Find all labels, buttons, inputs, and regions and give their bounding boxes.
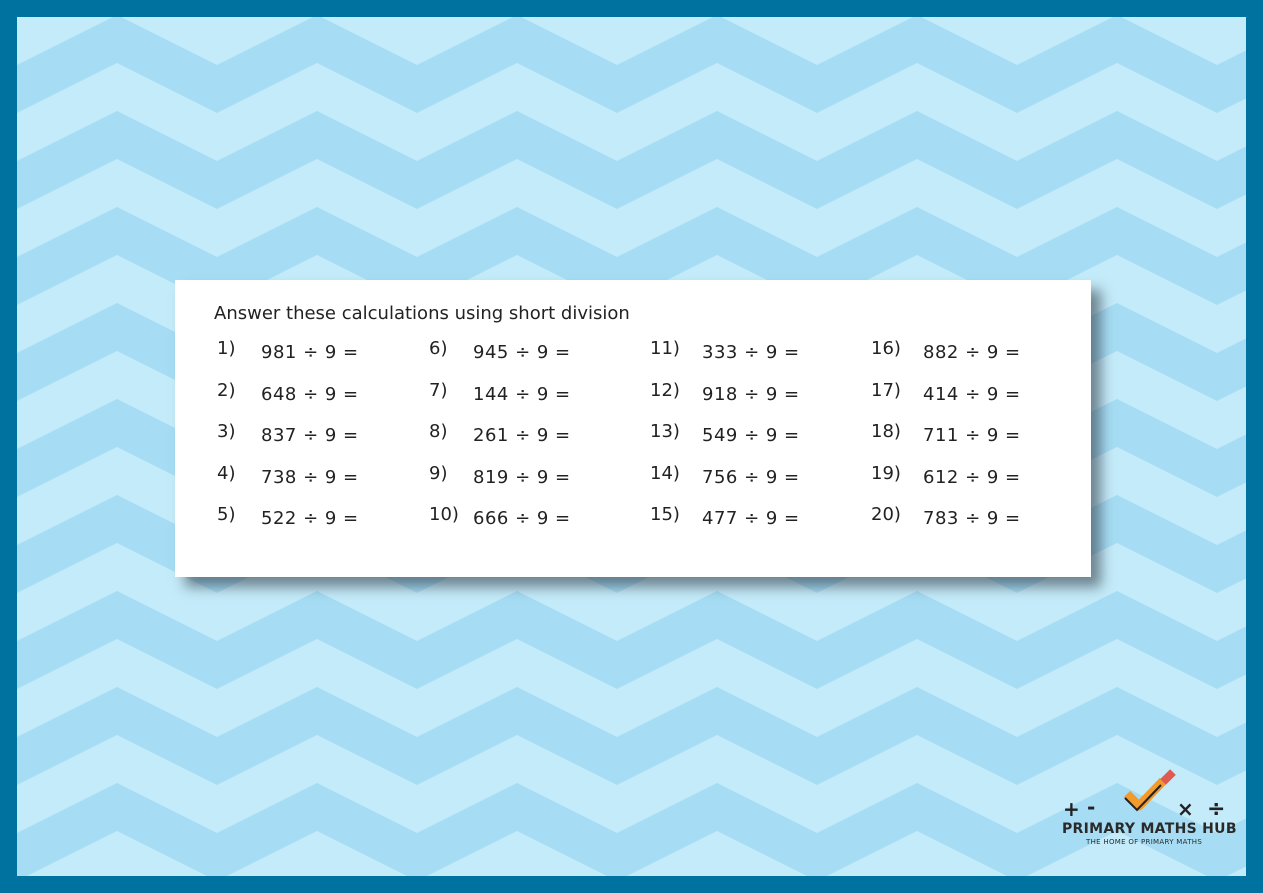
question-expression: 144 ÷ 9 = (473, 384, 571, 405)
question-expression: 837 ÷ 9 = (261, 425, 359, 446)
question-expression: 756 ÷ 9 = (702, 467, 800, 488)
question-number: 17) (871, 380, 901, 401)
question-number: 8) (429, 421, 448, 442)
question-item (650, 463, 800, 488)
question-number: 18) (871, 421, 901, 442)
question-item (217, 421, 359, 446)
question-expression: 945 ÷ 9 = (473, 342, 571, 363)
question-number: 10) (429, 504, 459, 525)
question-item (429, 463, 571, 488)
question-item (217, 463, 359, 488)
question-expression: 549 ÷ 9 = (702, 425, 800, 446)
question-number: 19) (871, 463, 901, 484)
question-number: 12) (650, 380, 680, 401)
background-frame (17, 17, 1246, 876)
question-item (650, 504, 800, 529)
divide-icon: ÷ (1207, 797, 1226, 821)
checkmark-pencil-icon (1125, 769, 1176, 810)
question-item (650, 421, 800, 446)
question-item (650, 380, 800, 405)
question-expression: 882 ÷ 9 = (923, 342, 1021, 363)
question-number: 7) (429, 380, 448, 401)
question-item (217, 338, 359, 363)
question-expression: 918 ÷ 9 = (702, 384, 800, 405)
question-item (871, 421, 1021, 446)
question-number: 5) (217, 504, 236, 525)
question-item (871, 380, 1021, 405)
question-expression: 522 ÷ 9 = (261, 508, 359, 529)
question-number: 14) (650, 463, 680, 484)
question-expression: 414 ÷ 9 = (923, 384, 1021, 405)
question-number: 13) (650, 421, 680, 442)
logo-tagline: THE HOME OF PRIMARY MATHS (1086, 838, 1203, 846)
question-expression: 333 ÷ 9 = (702, 342, 800, 363)
question-expression: 666 ÷ 9 = (473, 508, 571, 529)
minus-icon: - (1087, 795, 1096, 819)
question-expression: 261 ÷ 9 = (473, 425, 571, 446)
question-item (871, 338, 1021, 363)
logo-symbols (1057, 769, 1237, 821)
question-item (871, 504, 1021, 529)
worksheet-card (175, 280, 1091, 577)
question-expression: 648 ÷ 9 = (261, 384, 359, 405)
plus-icon: + (1063, 797, 1080, 821)
question-number: 6) (429, 338, 448, 359)
question-number: 20) (871, 504, 901, 525)
question-expression: 981 ÷ 9 = (261, 342, 359, 363)
question-number: 11) (650, 338, 680, 359)
question-item (217, 504, 359, 529)
question-item (429, 421, 571, 446)
question-number: 15) (650, 504, 680, 525)
question-number: 4) (217, 463, 236, 484)
question-item (429, 504, 571, 529)
multiply-icon: × (1177, 797, 1194, 821)
question-expression: 738 ÷ 9 = (261, 467, 359, 488)
question-item (217, 380, 359, 405)
question-number: 3) (217, 421, 236, 442)
worksheet-heading: Answer these calculations using short division (214, 303, 630, 324)
question-item (871, 463, 1021, 488)
question-item (429, 380, 571, 405)
question-number: 1) (217, 338, 236, 359)
question-expression: 783 ÷ 9 = (923, 508, 1021, 529)
question-item (650, 338, 800, 363)
question-expression: 477 ÷ 9 = (702, 508, 800, 529)
question-item (429, 338, 571, 363)
question-number: 2) (217, 380, 236, 401)
question-expression: 819 ÷ 9 = (473, 467, 571, 488)
primary-maths-hub-logo (1057, 769, 1237, 849)
logo-title: PRIMARY MATHS HUB (1062, 821, 1237, 837)
question-expression: 711 ÷ 9 = (923, 425, 1021, 446)
question-number: 9) (429, 463, 448, 484)
question-expression: 612 ÷ 9 = (923, 467, 1021, 488)
question-number: 16) (871, 338, 901, 359)
